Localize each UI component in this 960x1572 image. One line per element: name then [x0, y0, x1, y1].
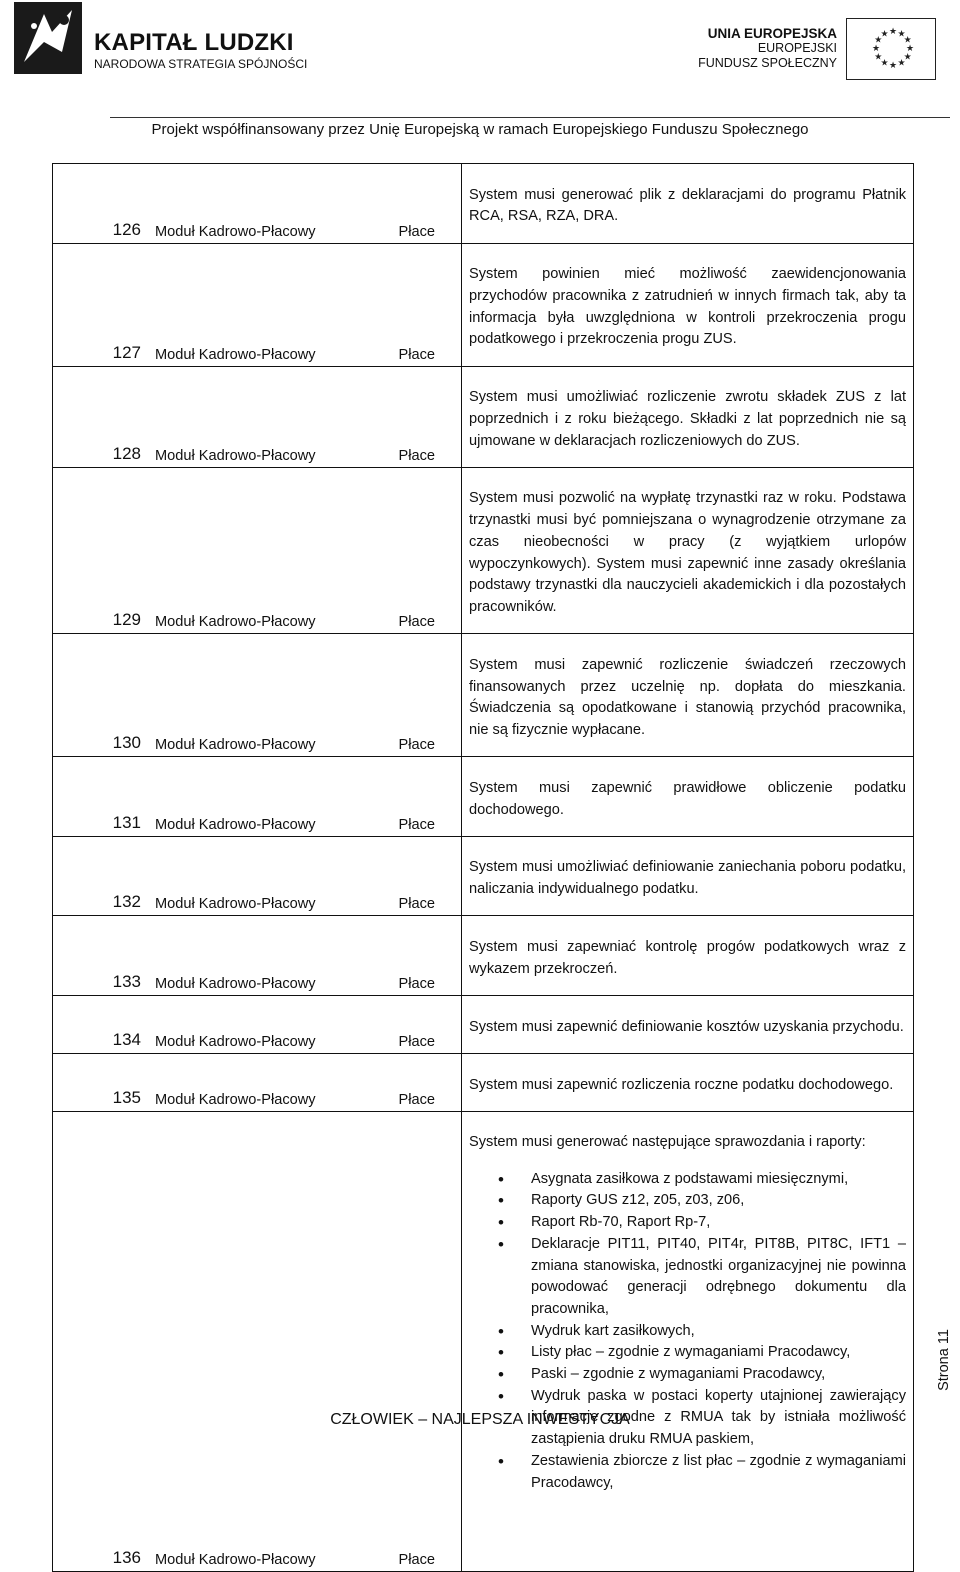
row-module: Moduł Kadrowo-Płacowy [155, 737, 316, 754]
row-identifier-cell [53, 996, 462, 1054]
row-area: Płace [398, 737, 435, 754]
row-module: Moduł Kadrowo-Płacowy [155, 346, 316, 363]
row-identifier-cell [53, 1111, 462, 1571]
row-number: 128 [112, 443, 141, 463]
requirement-description-cell [462, 1111, 914, 1571]
row-number: 126 [112, 219, 141, 239]
row-number: 133 [112, 972, 141, 992]
requirement-text: System musi zapewnić prawidłowe obliczenie podatku dochodowego. [469, 779, 906, 818]
row-module: Moduł Kadrowo-Płacowy [155, 1033, 316, 1050]
requirement-description-cell [462, 836, 914, 916]
table-row [53, 836, 914, 916]
requirement-text: System musi generować następujące sprawozdania i raporty: [469, 1134, 866, 1151]
requirement-text: System musi zapewnić definiowanie kosztów uzyskania przychodu. [469, 1018, 904, 1035]
row-number: 127 [112, 342, 141, 362]
requirement-text: System powinien mieć możliwość zaewidencjonowania przychodów pracownika z zatrudnień w innych firmach tak, aby ta informacja była uwzględniona w kontroli przekroczenia progu podatkowego i przekroczenia progu ZUS. [469, 266, 906, 348]
eu-line-1: UNIA EUROPEJSKA [707, 26, 837, 41]
requirement-description-cell [462, 243, 914, 366]
row-area: Płace [398, 614, 435, 631]
requirement-text: System musi umożliwiać definiowanie zaniechania poboru podatku, naliczania indywidualnego podatku. [469, 859, 906, 898]
requirement-description-cell [462, 164, 914, 244]
requirement-text: System musi zapewniać kontrolę progów podatkowych wraz z wykazem przekroczeń. [469, 939, 906, 977]
requirement-text: System musi generować plik z deklaracjami do programu Płatnik RCA, RSA, RZA, DRA. [469, 186, 906, 225]
report-list-item: • Paski – zgodnie z wymaganiami Pracodawcy, [531, 1364, 906, 1386]
row-area: Płace [398, 1551, 435, 1568]
eu-logo-text [698, 26, 837, 71]
kapital-ludzki-subtitle: NARODOWA STRATEGIA SPÓJNOŚCI [94, 57, 308, 71]
requirement-description-cell [462, 467, 914, 633]
eu-star-icon: ★ [897, 29, 906, 40]
requirement-description-cell [462, 366, 914, 467]
report-list-item: • Listy płac – zgodnie z wymaganiami Pracodawcy, [531, 1342, 906, 1364]
row-number: 129 [112, 610, 141, 630]
eu-logo [698, 18, 936, 80]
row-identifier-cell [53, 164, 462, 244]
requirement-description-cell [462, 996, 914, 1054]
requirement-text: System musi umożliwiać rozliczenie zwrotu składek ZUS z lat poprzednich i z roku bieżącego. Składki z lat poprzednich nie są ujmowane w deklaracjach rozliczeniowych do ZUS. [469, 389, 906, 449]
row-identifier-cell [53, 916, 462, 996]
eu-line-2: EUROPEJSKI [757, 41, 837, 55]
row-number: 131 [112, 812, 141, 832]
table-row [53, 996, 914, 1054]
requirement-text: System musi zapewnić rozliczenia roczne podatku dochodowego. [469, 1076, 894, 1093]
table-row [53, 1111, 914, 1571]
row-identifier-cell [53, 366, 462, 467]
requirement-text: System musi zapewnić rozliczenie świadczeń rzeczowych finansowanych przez uczelnię np. dopłata do mieszkania. Świadczenia są opodatkowane i stanowią przychód pracownika, nie są fizycznie wypłacane. [469, 656, 906, 738]
row-module: Moduł Kadrowo-Płacowy [155, 447, 316, 464]
report-list-item: • Wydruk kart zasiłkowych, [531, 1321, 906, 1343]
report-list-item: • Raporty GUS z12, z05, z03, z06, [531, 1190, 906, 1212]
eu-star-icon: ★ [903, 52, 912, 63]
row-module: Moduł Kadrowo-Płacowy [155, 976, 316, 993]
report-list [469, 1169, 906, 1495]
report-list-item: • Zestawienia zbiorcze z list płac – zgodnie z wymaganiami Pracodawcy, [531, 1451, 906, 1494]
row-identifier-cell [53, 836, 462, 916]
eu-star-icon: ★ [874, 52, 883, 63]
eu-star-icon: ★ [874, 35, 883, 46]
page-number [929, 1330, 959, 1390]
row-identifier-cell [53, 467, 462, 633]
eu-star-icon: ★ [880, 29, 889, 40]
eu-star-icon: ★ [871, 44, 881, 54]
eu-star-icon: ★ [888, 61, 898, 71]
row-module: Moduł Kadrowo-Płacowy [155, 896, 316, 913]
row-number: 132 [112, 892, 141, 912]
row-number: 135 [112, 1087, 141, 1107]
row-number: 130 [112, 733, 141, 753]
footer-slogan: CZŁOWIEK – NAJLEPSZA INWESTYCJA [330, 1411, 630, 1428]
row-module: Moduł Kadrowo-Płacowy [155, 816, 316, 833]
table-row [53, 164, 914, 244]
row-area: Płace [398, 1033, 435, 1050]
row-area: Płace [398, 447, 435, 464]
row-number: 134 [112, 1029, 141, 1049]
row-identifier-cell [53, 1053, 462, 1111]
requirement-description-cell [462, 1053, 914, 1111]
table-row [53, 366, 914, 467]
row-identifier-cell [53, 634, 462, 757]
requirement-text: System musi pozwolić na wypłatę trzynastki raz w roku. Podstawa trzynastki musi być pomniejszana o wynagrodzenie otrzymane za czas nieobecności w pracy (z wyjątkiem urlopów wypoczynkowych). System musi zapewnić inne zasady określania podstawy trzynastki dla nauczycieli akademickich i dla pozostałych pracowników. [469, 490, 906, 615]
requirements-table [52, 163, 914, 1572]
row-area: Płace [398, 1091, 435, 1108]
row-area: Płace [398, 223, 435, 240]
row-area: Płace [398, 816, 435, 833]
kapital-ludzki-logo [14, 2, 344, 76]
row-module: Moduł Kadrowo-Płacowy [155, 1091, 316, 1108]
row-area: Płace [398, 976, 435, 993]
requirement-description-cell [462, 916, 914, 996]
project-cofinancing-line: Projekt współfinansowany przez Unię Europejską w ramach Europejskiego Funduszu Społecznego [151, 121, 809, 138]
report-list-item: • Deklaracje PIT11, PIT40, PIT4r, PIT8B, PIT8C, IFT1 – zmiana stanowiska, jednostki organizacyjnej nie powinna powodować generacji odrębnego dokumentu dla pracownika, [531, 1234, 906, 1321]
table-row [53, 916, 914, 996]
eu-star-icon: ★ [905, 44, 915, 54]
report-list-item: • Asygnata zasiłkowa z podstawami miesięcznymi, [531, 1169, 906, 1191]
row-identifier-cell [53, 243, 462, 366]
row-module: Moduł Kadrowo-Płacowy [155, 614, 316, 631]
row-number: 136 [112, 1547, 141, 1567]
table-row [53, 1053, 914, 1111]
table-row [53, 467, 914, 633]
row-area: Płace [398, 346, 435, 363]
eu-star-icon: ★ [880, 58, 889, 69]
row-area: Płace [398, 896, 435, 913]
table-row [53, 634, 914, 757]
row-module: Moduł Kadrowo-Płacowy [155, 1551, 316, 1568]
eu-star-icon: ★ [897, 58, 906, 69]
requirement-description-cell [462, 634, 914, 757]
table-row [53, 243, 914, 366]
eu-star-icon: ★ [903, 35, 912, 46]
header-divider [110, 117, 950, 118]
kapital-ludzki-title: KAPITAŁ LUDZKI [94, 29, 294, 56]
report-list-item: • Raport Rb-70, Raport Rp-7, [531, 1212, 906, 1234]
requirement-description-cell [462, 757, 914, 837]
row-identifier-cell [53, 757, 462, 837]
eu-flag-icon [846, 18, 936, 80]
eu-star-icon: ★ [888, 27, 898, 37]
page-number-label: Strona 11 [936, 1329, 952, 1391]
row-module: Moduł Kadrowo-Płacowy [155, 223, 316, 240]
kapital-ludzki-emblem-icon [14, 2, 82, 74]
table-row [53, 757, 914, 837]
report-list-item: • Wydruk paska w postaci koperty utajnionej zawierający informacje zgodne z RMUA tak by istniała możliwość zastąpienia druku RMUA paskiem, [531, 1386, 906, 1451]
eu-line-3: FUNDUSZ SPOŁECZNY [698, 56, 837, 70]
